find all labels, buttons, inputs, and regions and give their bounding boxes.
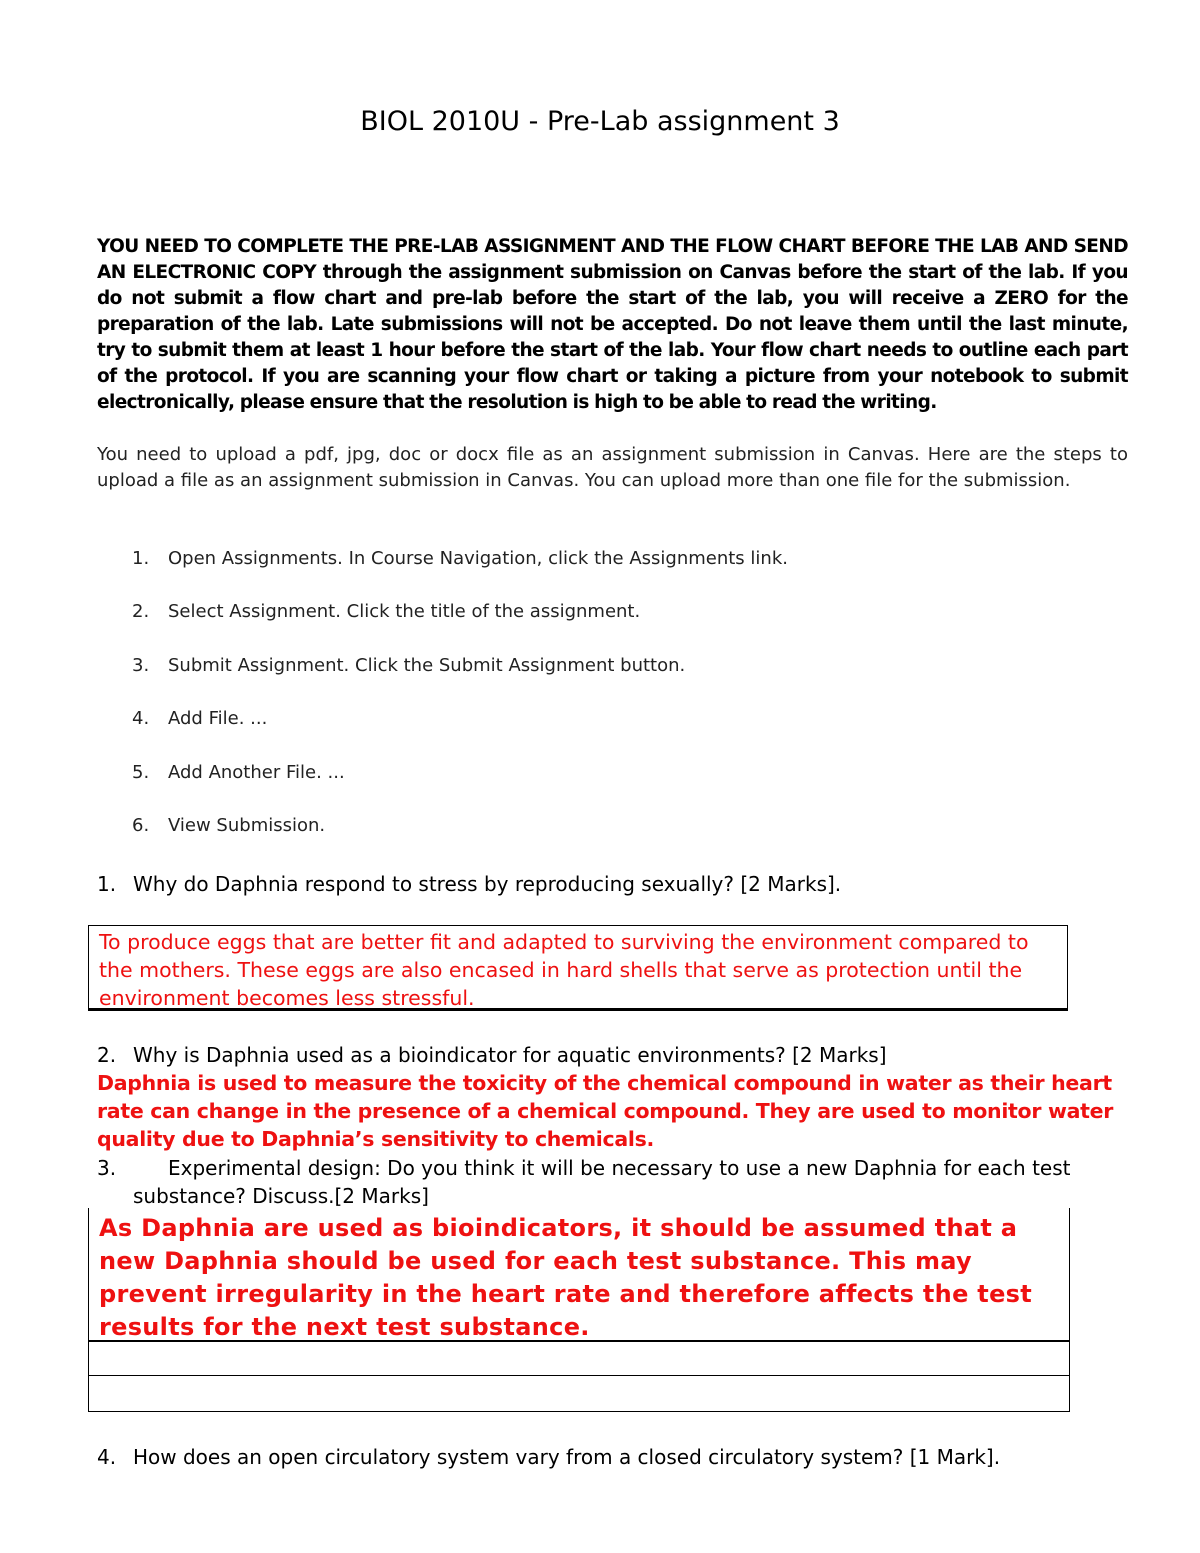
- question-number: 3.: [97, 1156, 117, 1180]
- step-text: Select Assignment. Click the title of the assignment.: [168, 601, 641, 622]
- question-number: 1.: [97, 872, 117, 896]
- upload-instructions: You need to upload a pdf, jpg, doc or docx file as an assignment submission in Canvas. Here are the steps to upload a file as an assignment submission in Canvas. You can upload more than one file for the submission.: [97, 444, 1128, 491]
- step-text: View Submission.: [168, 815, 326, 836]
- step-number: 5.: [132, 762, 150, 783]
- page-title: BIOL 2010U - Pre-Lab assignment 3: [360, 106, 840, 137]
- step-text: Open Assignments. In Course Navigation, click the Assignments link.: [168, 548, 788, 569]
- answer-line: [89, 1340, 1069, 1342]
- question-number: 2.: [97, 1043, 117, 1067]
- step-text: Add File. ...: [168, 708, 268, 729]
- answer-3: As Daphnia are used as bioindicators, it should be assumed that a new Daphnia should be used for each test substance. This may prevent irregularity in the heart rate and therefore affects the test results for the next test substance.: [99, 1214, 1033, 1341]
- question-text: How does an open circulatory system vary from a closed circulatory system? [1 Mark].: [133, 1445, 1001, 1469]
- step-number: 1.: [132, 548, 150, 569]
- step-number: 4.: [132, 708, 150, 729]
- question-number: 4.: [97, 1445, 117, 1469]
- step-number: 2.: [132, 601, 150, 622]
- answer-box-3: [88, 1208, 1070, 1412]
- step-text: Submit Assignment. Click the Submit Assignment button.: [168, 655, 686, 676]
- submission-notice: YOU NEED TO COMPLETE THE PRE-LAB ASSIGNMENT AND THE FLOW CHART BEFORE THE LAB AND SEND AN ELECTRONIC COPY through the assignment submission on Canvas before the start of the lab. If you do not submit a flow chart and pre-lab before the start of the lab, you will receive a ZERO for the preparation of the lab. Late submissions will not be accepted. Do not leave them until the last minute, try to submit them at least 1 hour before the start of the lab. Your flow chart needs to outline each part of the protocol. If you are scanning your flow chart or taking a picture from your notebook to submit electronically, please ensure that the resolution is high to be able to read the writing.: [97, 236, 1128, 413]
- question-text-continued: substance? Discuss.[2 Marks]: [133, 1184, 429, 1208]
- question-text: Why do Daphnia respond to stress by reproducing sexually? [2 Marks].: [133, 872, 842, 896]
- step-number: 3.: [132, 655, 150, 676]
- answer-box-1: To produce eggs that are better fit and adapted to surviving the environment compared to the mothers. These eggs are also encased in hard shells that serve as protection until the environment becomes less stressful.: [88, 925, 1068, 1011]
- question-text: Experimental design: Do you think it will be necessary to use a new Daphnia for each test: [168, 1156, 1071, 1180]
- answer-line: [89, 1375, 1069, 1376]
- step-text: Add Another File. ...: [168, 762, 345, 783]
- question-text: Why is Daphnia used as a bioindicator for aquatic environments? [2 Marks]: [133, 1043, 887, 1067]
- answer-2: Daphnia is used to measure the toxicity of the chemical compound in water as their heart rate can change in the presence of a chemical compound. They are used to monitor water quality due to Daphnia’s sensitivity to chemicals.: [97, 1071, 1114, 1151]
- step-number: 6.: [132, 815, 150, 836]
